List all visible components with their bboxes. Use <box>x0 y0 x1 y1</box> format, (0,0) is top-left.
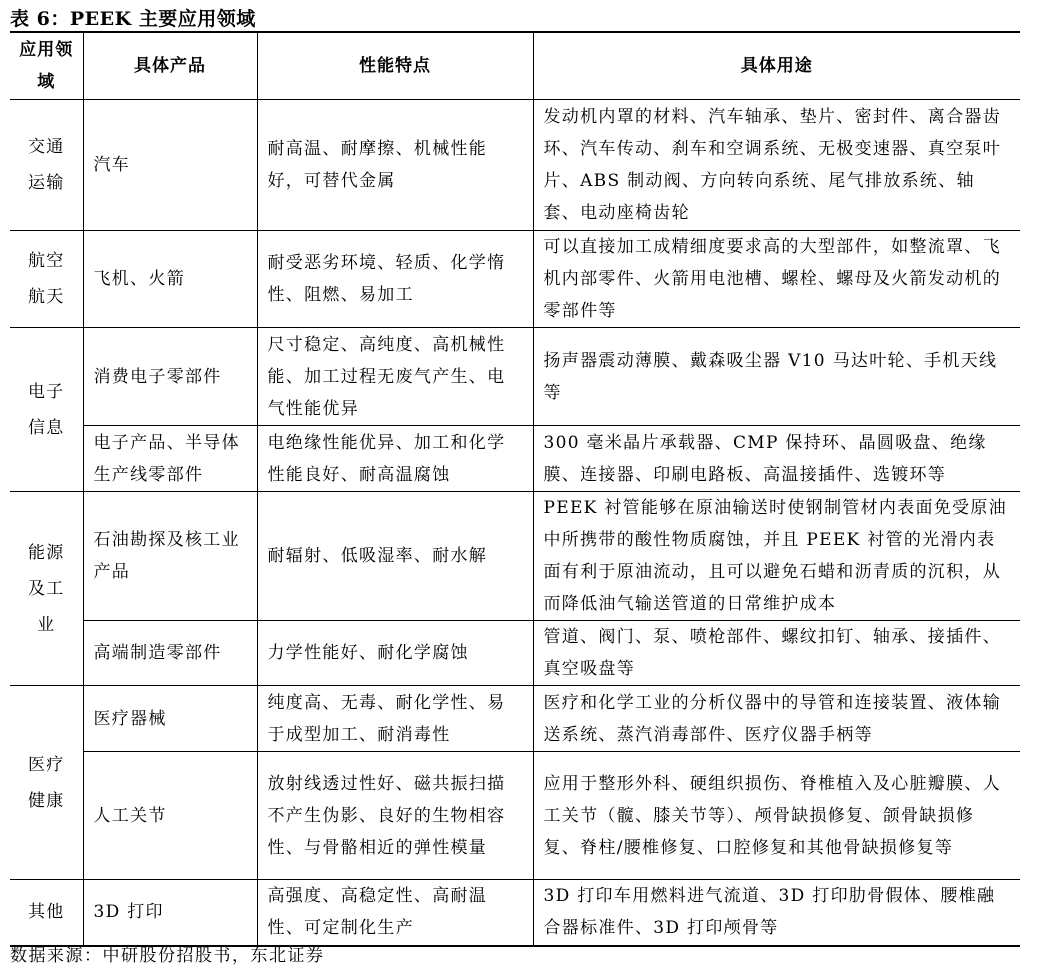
peek-application-table <box>10 31 1020 947</box>
domain-cell: 其他 <box>10 880 83 946</box>
table-row <box>10 880 1020 946</box>
use-cell: 可以直接加工成精细度要求高的大型部件，如整流罩、飞机内部零件、火箭用电池槽、螺栓、螺母及火箭发动机的零部件等 <box>533 231 1020 328</box>
product-cell: 3D 打印 <box>83 880 257 946</box>
header-use: 具体用途 <box>533 32 1020 100</box>
feature-cell: 高强度、高稳定性、高耐温性、可定制化生产 <box>257 880 533 946</box>
feature-cell: 电绝缘性能优异、加工和化学性能良好、耐高温腐蚀 <box>257 426 533 492</box>
source-note: 数据来源：中研股份招股书，东北证券 <box>10 946 325 966</box>
domain-cell: 医疗健康 <box>10 686 83 880</box>
product-cell: 人工关节 <box>83 752 257 880</box>
use-cell: PEEK 衬管能够在原油输送时使钢制管材内表面免受原油中所携带的酸性物质腐蚀，并且 PEEK 衬管的光滑内表面有利于原油流动，且可以避免石蜡和沥青质的沉积，从而降低油气输送管道的日常维护成本 <box>533 492 1020 621</box>
use-cell: 3D 打印车用燃料进气流道、3D 打印肋骨假体、腰椎融合器标准件、3D 打印颅骨等 <box>533 880 1020 946</box>
product-cell: 高端制造零部件 <box>83 621 257 686</box>
product-cell: 飞机、火箭 <box>83 231 257 328</box>
table-row <box>10 686 1020 752</box>
table-row <box>10 100 1020 231</box>
domain-cell: 航空航天 <box>10 231 83 328</box>
use-cell: 发动机内罩的材料、汽车轴承、垫片、密封件、离合器齿环、汽车传动、刹车和空调系统、无极变速器、真空泵叶片、ABS 制动阀、方向转向系统、尾气排放系统、轴套、电动座椅齿轮 <box>533 100 1020 231</box>
use-cell: 应用于整形外科、硬组织损伤、脊椎植入及心脏瓣膜、人工关节（髋、膝关节等）、颅骨缺损修复、颌骨缺损修复、脊柱/腰椎修复、口腔修复和其他骨缺损修复等 <box>533 752 1020 880</box>
table-row <box>10 621 1020 686</box>
use-cell: 300 毫米晶片承载器、CMP 保持环、晶圆吸盘、绝缘膜、连接器、印刷电路板、高温接插件、选镀环等 <box>533 426 1020 492</box>
domain-cell: 能源及工业 <box>10 492 83 686</box>
product-cell: 石油勘探及核工业产品 <box>83 492 257 621</box>
use-cell: 扬声器震动薄膜、戴森吸尘器 V10 马达叶轮、手机天线等 <box>533 328 1020 426</box>
use-cell: 管道、阀门、泵、喷枪部件、螺纹扣钉、轴承、接插件、真空吸盘等 <box>533 621 1020 686</box>
product-cell: 汽车 <box>83 100 257 231</box>
feature-cell: 纯度高、无毒、耐化学性、易于成型加工、耐消毒性 <box>257 686 533 752</box>
header-feature: 性能特点 <box>257 32 533 100</box>
feature-cell: 耐高温、耐摩擦、机械性能好，可替代金属 <box>257 100 533 231</box>
product-cell: 电子产品、半导体生产线零部件 <box>83 426 257 492</box>
table-row <box>10 328 1020 426</box>
table-title: 表 6：PEEK 主要应用领域 <box>10 8 256 30</box>
domain-cell: 电子信息 <box>10 328 83 492</box>
feature-cell: 耐受恶劣环境、轻质、化学惰性、阻燃、易加工 <box>257 231 533 328</box>
use-cell: 医疗和化学工业的分析仪器中的导管和连接装置、液体输送系统、蒸汽消毒部件、医疗仪器手柄等 <box>533 686 1020 752</box>
feature-cell: 放射线透过性好、磁共振扫描不产生伪影、良好的生物相容性、与骨骼相近的弹性模量 <box>257 752 533 880</box>
header-domain: 应用领域 <box>10 32 83 100</box>
domain-cell: 交通运输 <box>10 100 83 231</box>
product-cell: 医疗器械 <box>83 686 257 752</box>
feature-cell: 耐辐射、低吸湿率、耐水解 <box>257 492 533 621</box>
table-header-row <box>10 32 1020 100</box>
header-product: 具体产品 <box>83 32 257 100</box>
table-row <box>10 231 1020 328</box>
table-row <box>10 426 1020 492</box>
feature-cell: 尺寸稳定、高纯度、高机械性能、加工过程无废气产生、电气性能优异 <box>257 328 533 426</box>
table-row <box>10 752 1020 880</box>
table-row <box>10 492 1020 621</box>
product-cell: 消费电子零部件 <box>83 328 257 426</box>
feature-cell: 力学性能好、耐化学腐蚀 <box>257 621 533 686</box>
